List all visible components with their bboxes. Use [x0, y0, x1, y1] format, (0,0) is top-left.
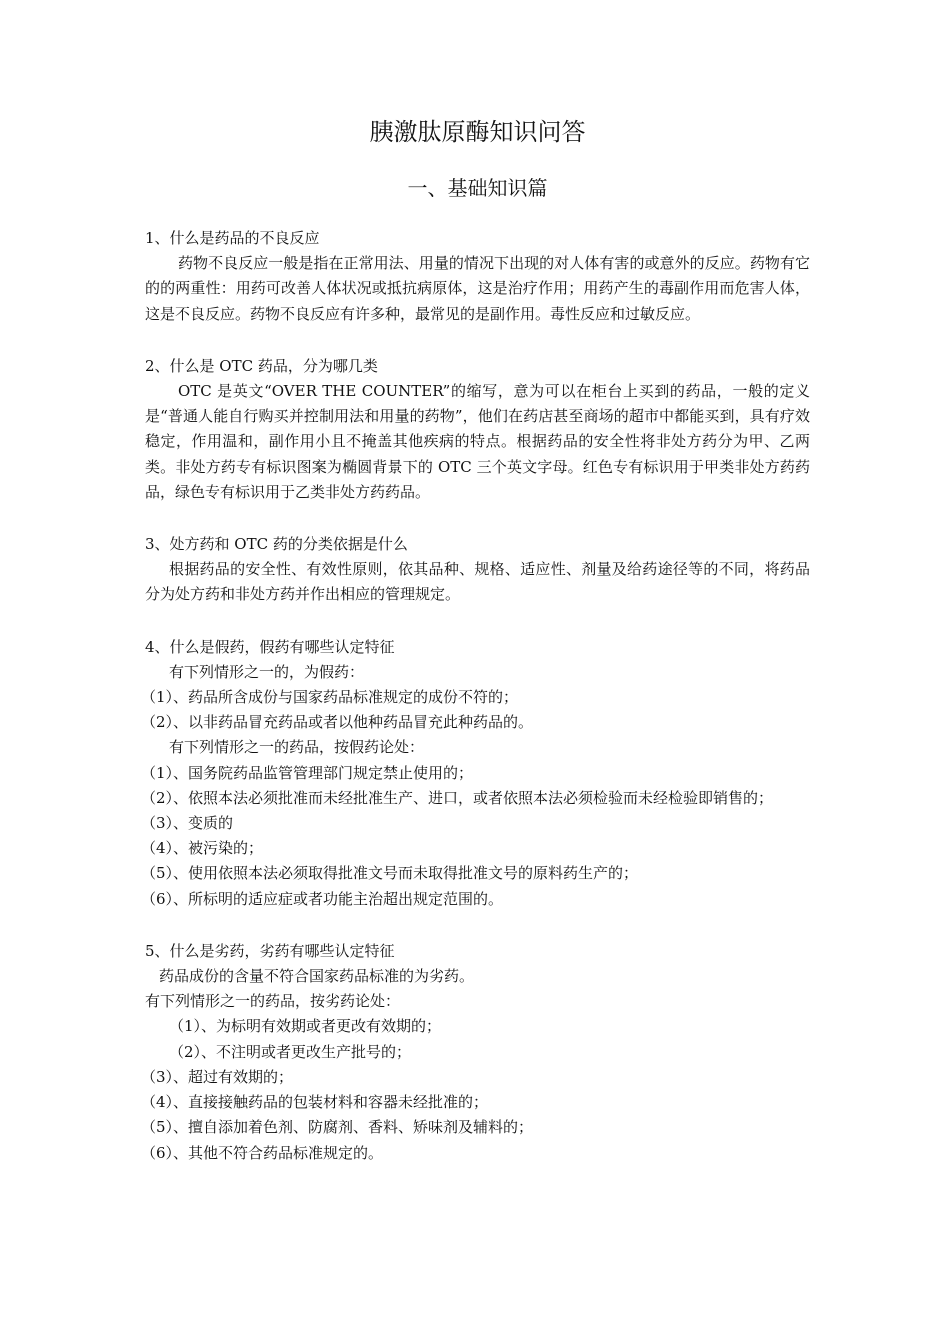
- list-item: （2）、以非药品冒充药品或者以他种药品冒充此种药品的。: [141, 713, 534, 732]
- list-intro: 有下列情形之一的药品，按假药论处：: [169, 738, 425, 757]
- list-item: （5）、擅自添加着色剂、防腐剂、香料、矫味剂及辅料的；: [141, 1118, 534, 1137]
- question-heading: 2、什么是 OTC 药品，分为哪几类: [145, 356, 378, 375]
- section-4: [141, 635, 810, 912]
- question-heading: 1、什么是药品的不良反应: [145, 229, 320, 247]
- list-item: （1）、为标明有效期或者更改有效期的；: [169, 1017, 442, 1036]
- list-item: （1）、药品所含成份与国家药品标准规定的成份不符的；: [141, 688, 519, 707]
- list-item: （5）、使用依照本法必须取得批准文号而未取得批准文号的原料药生产的；: [141, 864, 639, 883]
- document-title: 胰激肽原酶知识问答: [369, 118, 586, 146]
- list-item: （4）、直接接触药品的包装材料和容器未经批准的；: [141, 1093, 489, 1112]
- list-item: （6）、其他不符合药品标准规定的。: [141, 1143, 384, 1162]
- question-heading: 3、处方药和 OTC 药的分类依据是什么: [145, 535, 408, 554]
- section-3: [145, 532, 810, 608]
- question-heading: 5、什么是劣药，劣药有哪些认定特征: [145, 941, 395, 960]
- list-item: （4）、被污染的；: [141, 839, 264, 858]
- section-2: [145, 354, 810, 505]
- definition-text: 药品成份的含量不符合国家药品标准的为劣药。: [159, 967, 475, 986]
- list-item: （6）、所标明的适应症或者功能主治超出规定范围的。: [141, 889, 504, 908]
- section-5: [141, 939, 810, 1166]
- document-page: [141, 112, 810, 1193]
- question-heading: 4、什么是假药，假药有哪些认定特征: [145, 637, 395, 656]
- list-item: （3）、变质的: [141, 814, 234, 833]
- answer-paragraph: 药物不良反应一般是指在正常用法、用量的情况下出现的对人体有害的或意外的反应。药物有它的的两重性：用药可改善人体状况或抵抗病原体，这是治疗作用；用药产生的毒副作用而危害人体，这是不良反应。药物不良反应有许多种，最常见的是副作用。毒性反应和过敏反应。: [145, 254, 810, 323]
- section-group-title: 一、基础知识篇: [407, 176, 548, 200]
- list-item: （2）、不注明或者更改生产批号的；: [169, 1042, 412, 1061]
- answer-paragraph: 根据药品的安全性、有效性原则，依其品种、规格、适应性、剂量及给药途径等的不同，将药品分为处方药和非处方药并作出相应的管理规定。: [145, 560, 810, 604]
- list-item: （2）、依照本法必须批准而未经批准生产、进口，或者依照本法必须检验而未经检验即销售的；: [141, 788, 774, 807]
- section-1: [145, 226, 810, 327]
- answer-paragraph: OTC 是英文“OVER THE COUNTER”的缩写，意为可以在柜台上买到的药品，一般的定义是“普通人能自行购买并控制用法和用量的药物”，他们在药店甚至商场的超市中都能买到，具有疗效稳定，作用温和，副作用小且不掩盖其他疾病的特点。根据药品的安全性将非处方药分为甲、乙两类。非处方药专有标识图案为椭圆背景下的 OTC 三个英文字母。红色专有标识用于甲类非处方药药品，绿色专有标识用于乙类非处方药药品。: [145, 382, 810, 501]
- list-intro: 有下列情形之一的药品，按劣药论处：: [145, 992, 401, 1011]
- list-item: （1）、国务院药品监管管理部门规定禁止使用的；: [141, 763, 474, 782]
- list-item: （3）、超过有效期的；: [141, 1067, 294, 1086]
- list-intro: 有下列情形之一的，为假药：: [169, 662, 365, 681]
